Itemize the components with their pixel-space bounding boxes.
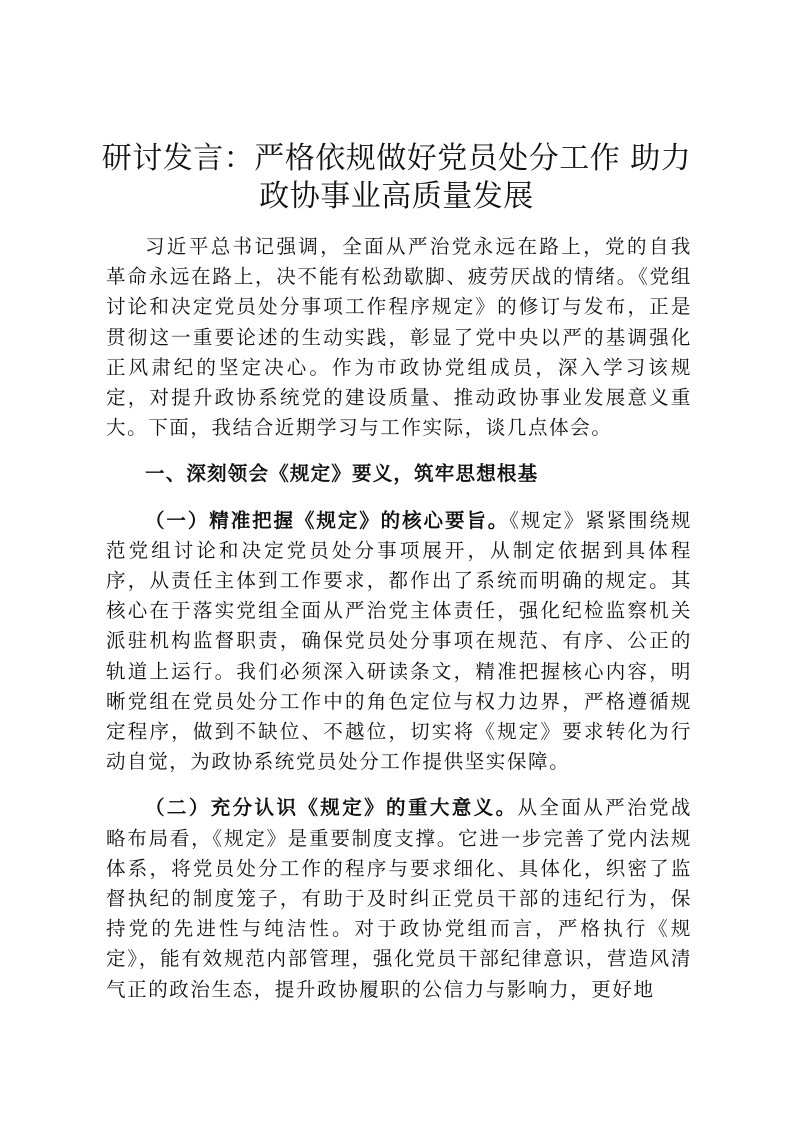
paragraph-gap [106, 777, 692, 793]
subsection-title-2: （二）充分认识《规定》的重大意义。 [145, 796, 518, 820]
subsection-title-1: （一）精准把握《规定》的核心要旨。 [145, 508, 510, 532]
title-line-1: 研讨发言：严格依规做好党员处分工作 助力 [101, 141, 692, 176]
document-body [106, 232, 692, 1005]
section-heading-1: 一、深刻领会《规定》要义，筑牢思想根基 [145, 462, 539, 486]
subsection-text-1: 《规定》紧紧围绕规范党组讨论和决定党员处分事项展开，从制定依据到具体程序，从责任主体到工作要求，都作出了系统而明确的规定。其核心在于落实党组全面从严治党主体责任，强化纪检监察机关派驻机构监督职责，确保党员处分事项在规范、有序、公正的轨道上运行。我们必须深入研读条文，精准把握核心内容，明晰党组在党员处分工作中的角色定位与权力边界，严格遵循规定程序，做到不缺位、不越位，切实将《规定》要求转化为行动自觉，为政协系统党员处分工作提供坚实保障。 [106, 508, 693, 774]
subsection-text-2: 从全面从严治党战略布局看，《规定》是重要制度支撑。它进一步完善了党内法规体系，将党员处分工作的程序与要求细化、具体化，织密了监督执纪的制度笼子，有助于及时纠正党员干部的违纪行为，保持党的先进性与纯洁性。对于政协党组而言，严格执行《规定》，能有效规范内部管理，强化党员干部纪律意识，营造风清气正的政治生态，提升政协履职的公信力与影响力，更好地 [106, 796, 692, 1001]
title-line-2: 政协事业高质量发展 [259, 179, 534, 214]
subsection-paragraph-2 [106, 793, 692, 1004]
intro-paragraph: 习近平总书记强调，全面从严治党永远在路上，党的自我革命永远在路上，决不能有松劲歇脚、疲劳厌战的情绪。《党组讨论和决定党员处分事项工作程序规定》的修订与发布，正是贯彻这一重要论述的生动实践，彰显了党中央以严的基调强化正风肃纪的坚定决心。作为市政协党组成员，深入学习该规定，对提升政协系统党的建设质量、推动政协事业发展意义重大。下面，我结合近期学习与工作实际，谈几点体会。 [106, 235, 692, 440]
subsection-paragraph-1 [106, 506, 692, 778]
document-title [100, 140, 693, 216]
